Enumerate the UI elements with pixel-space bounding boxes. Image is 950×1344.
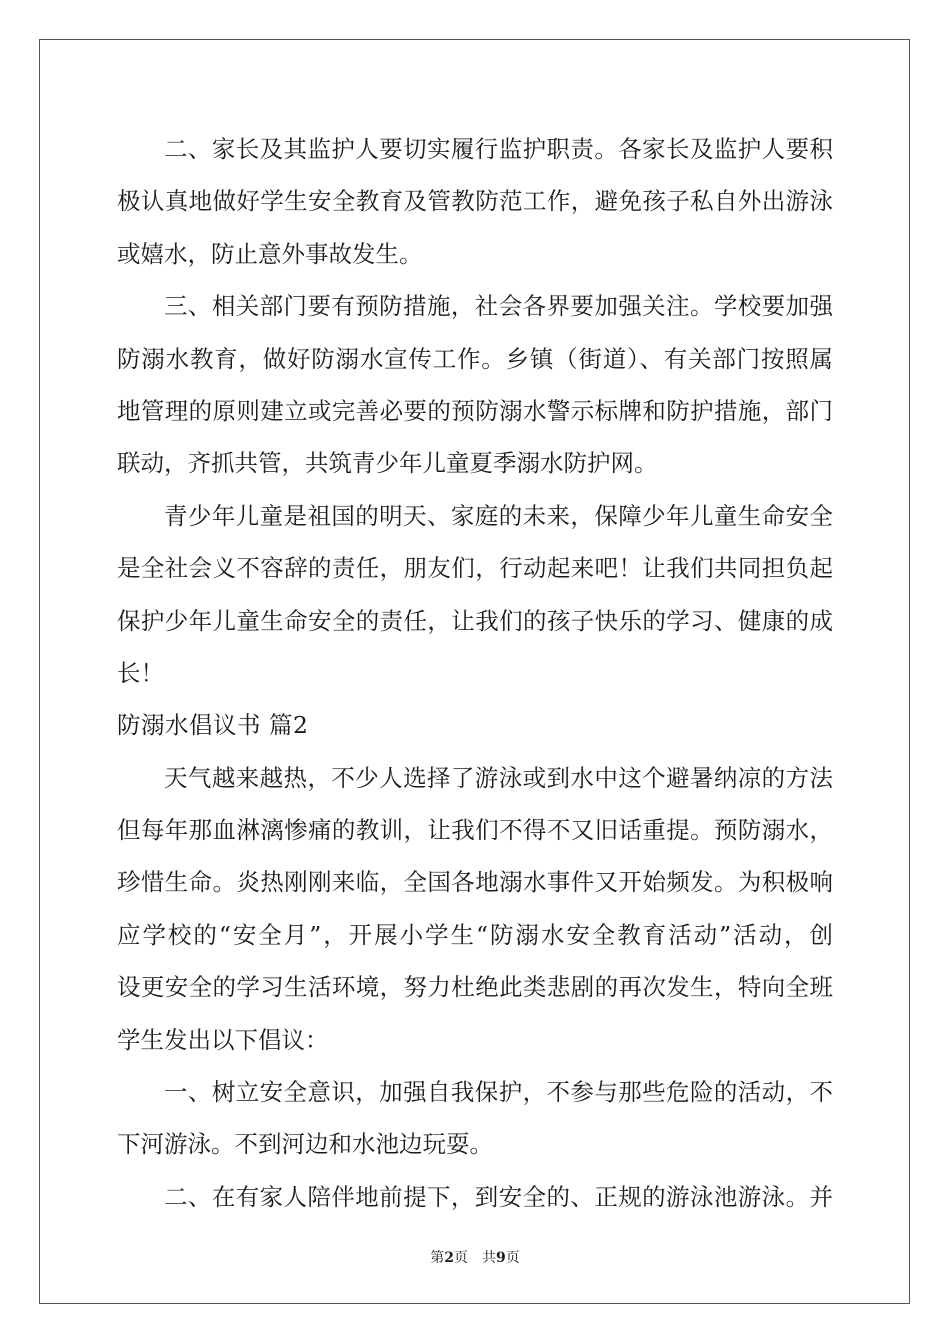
paragraph-4-line-3: 珍惜生命。炎热刚刚来临，全国各地溺水事件又开始频发。为积极响 <box>117 868 833 897</box>
footer-total-suffix: 页 <box>505 1250 520 1266</box>
paragraph-2-line-4: 联动，齐抓共管，共筑青少年儿童夏季溺水防护网。 <box>117 449 658 478</box>
paragraph-5-line-2: 下河游泳。不到河边和水池边玩耍。 <box>117 1130 493 1159</box>
footer-prefix: 第 <box>430 1250 445 1266</box>
paragraph-5-line-1: 一、树立安全意识，加强自我保护，不参与那些危险的活动，不 <box>164 1078 833 1107</box>
paragraph-1-line-2: 极认真地做好学生安全教育及管教防范工作，避免孩子私自外出游泳 <box>117 187 833 216</box>
footer-total-prefix: 共 <box>482 1250 496 1266</box>
paragraph-3-line-1: 青少年儿童是祖国的明天、家庭的未来，保障少年儿童生命安全 <box>164 501 833 530</box>
paragraph-4-line-6: 学生发出以下倡议： <box>117 1025 329 1054</box>
paragraph-4-line-1: 天气越来越热，不少人选择了游泳或到水中这个避暑纳凉的方法 <box>164 763 833 792</box>
footer-current-page: 2 <box>444 1250 454 1266</box>
paragraph-3-line-2: 是全社会义不容辞的责任，朋友们，行动起来吧！让我们共同担负起 <box>117 554 833 583</box>
paragraph-2-line-1: 三、相关部门要有预防措施，社会各界要加强关注。学校要加强 <box>164 292 833 321</box>
paragraph-4-line-2: 但每年那血淋漓惨痛的教训，让我们不得不又旧话重提。预防溺水， <box>117 816 833 845</box>
paragraph-1-line-1: 二、家长及其监护人要切实履行监护职责。各家长及监护人要积 <box>164 135 833 163</box>
paragraph-2-line-3: 地管理的原则建立或完善必要的预防溺水警示标牌和防护措施，部门 <box>117 396 833 425</box>
paragraph-4-line-4: 应学校的“安全月”，开展小学生“防溺水安全教育活动”活动，创 <box>117 920 833 949</box>
page-footer <box>0 1247 950 1267</box>
paragraph-4-line-5: 设更安全的学习生活环境，努力杜绝此类悲剧的再次发生，特向全班 <box>117 973 833 1002</box>
paragraph-2-line-2: 防溺水教育，做好防溺水宣传工作。乡镇（街道）、有关部门按照属 <box>117 344 833 373</box>
footer-page-suffix: 页 <box>454 1250 468 1266</box>
document-body <box>117 123 833 1223</box>
paragraph-3-line-3: 保护少年儿童生命安全的责任，让我们的孩子快乐的学习、健康的成 <box>117 606 833 635</box>
paragraph-3-line-4: 长！ <box>117 658 164 687</box>
paragraph-1-line-3: 或嬉水，防止意外事故发生。 <box>117 239 423 268</box>
footer-total-pages: 9 <box>496 1250 506 1266</box>
section-heading: 防溺水倡议书 篇2 <box>117 711 309 740</box>
paragraph-6-line-1: 二、在有家人陪伴地前提下，到安全的、正规的游泳池游泳。并 <box>164 1182 833 1211</box>
